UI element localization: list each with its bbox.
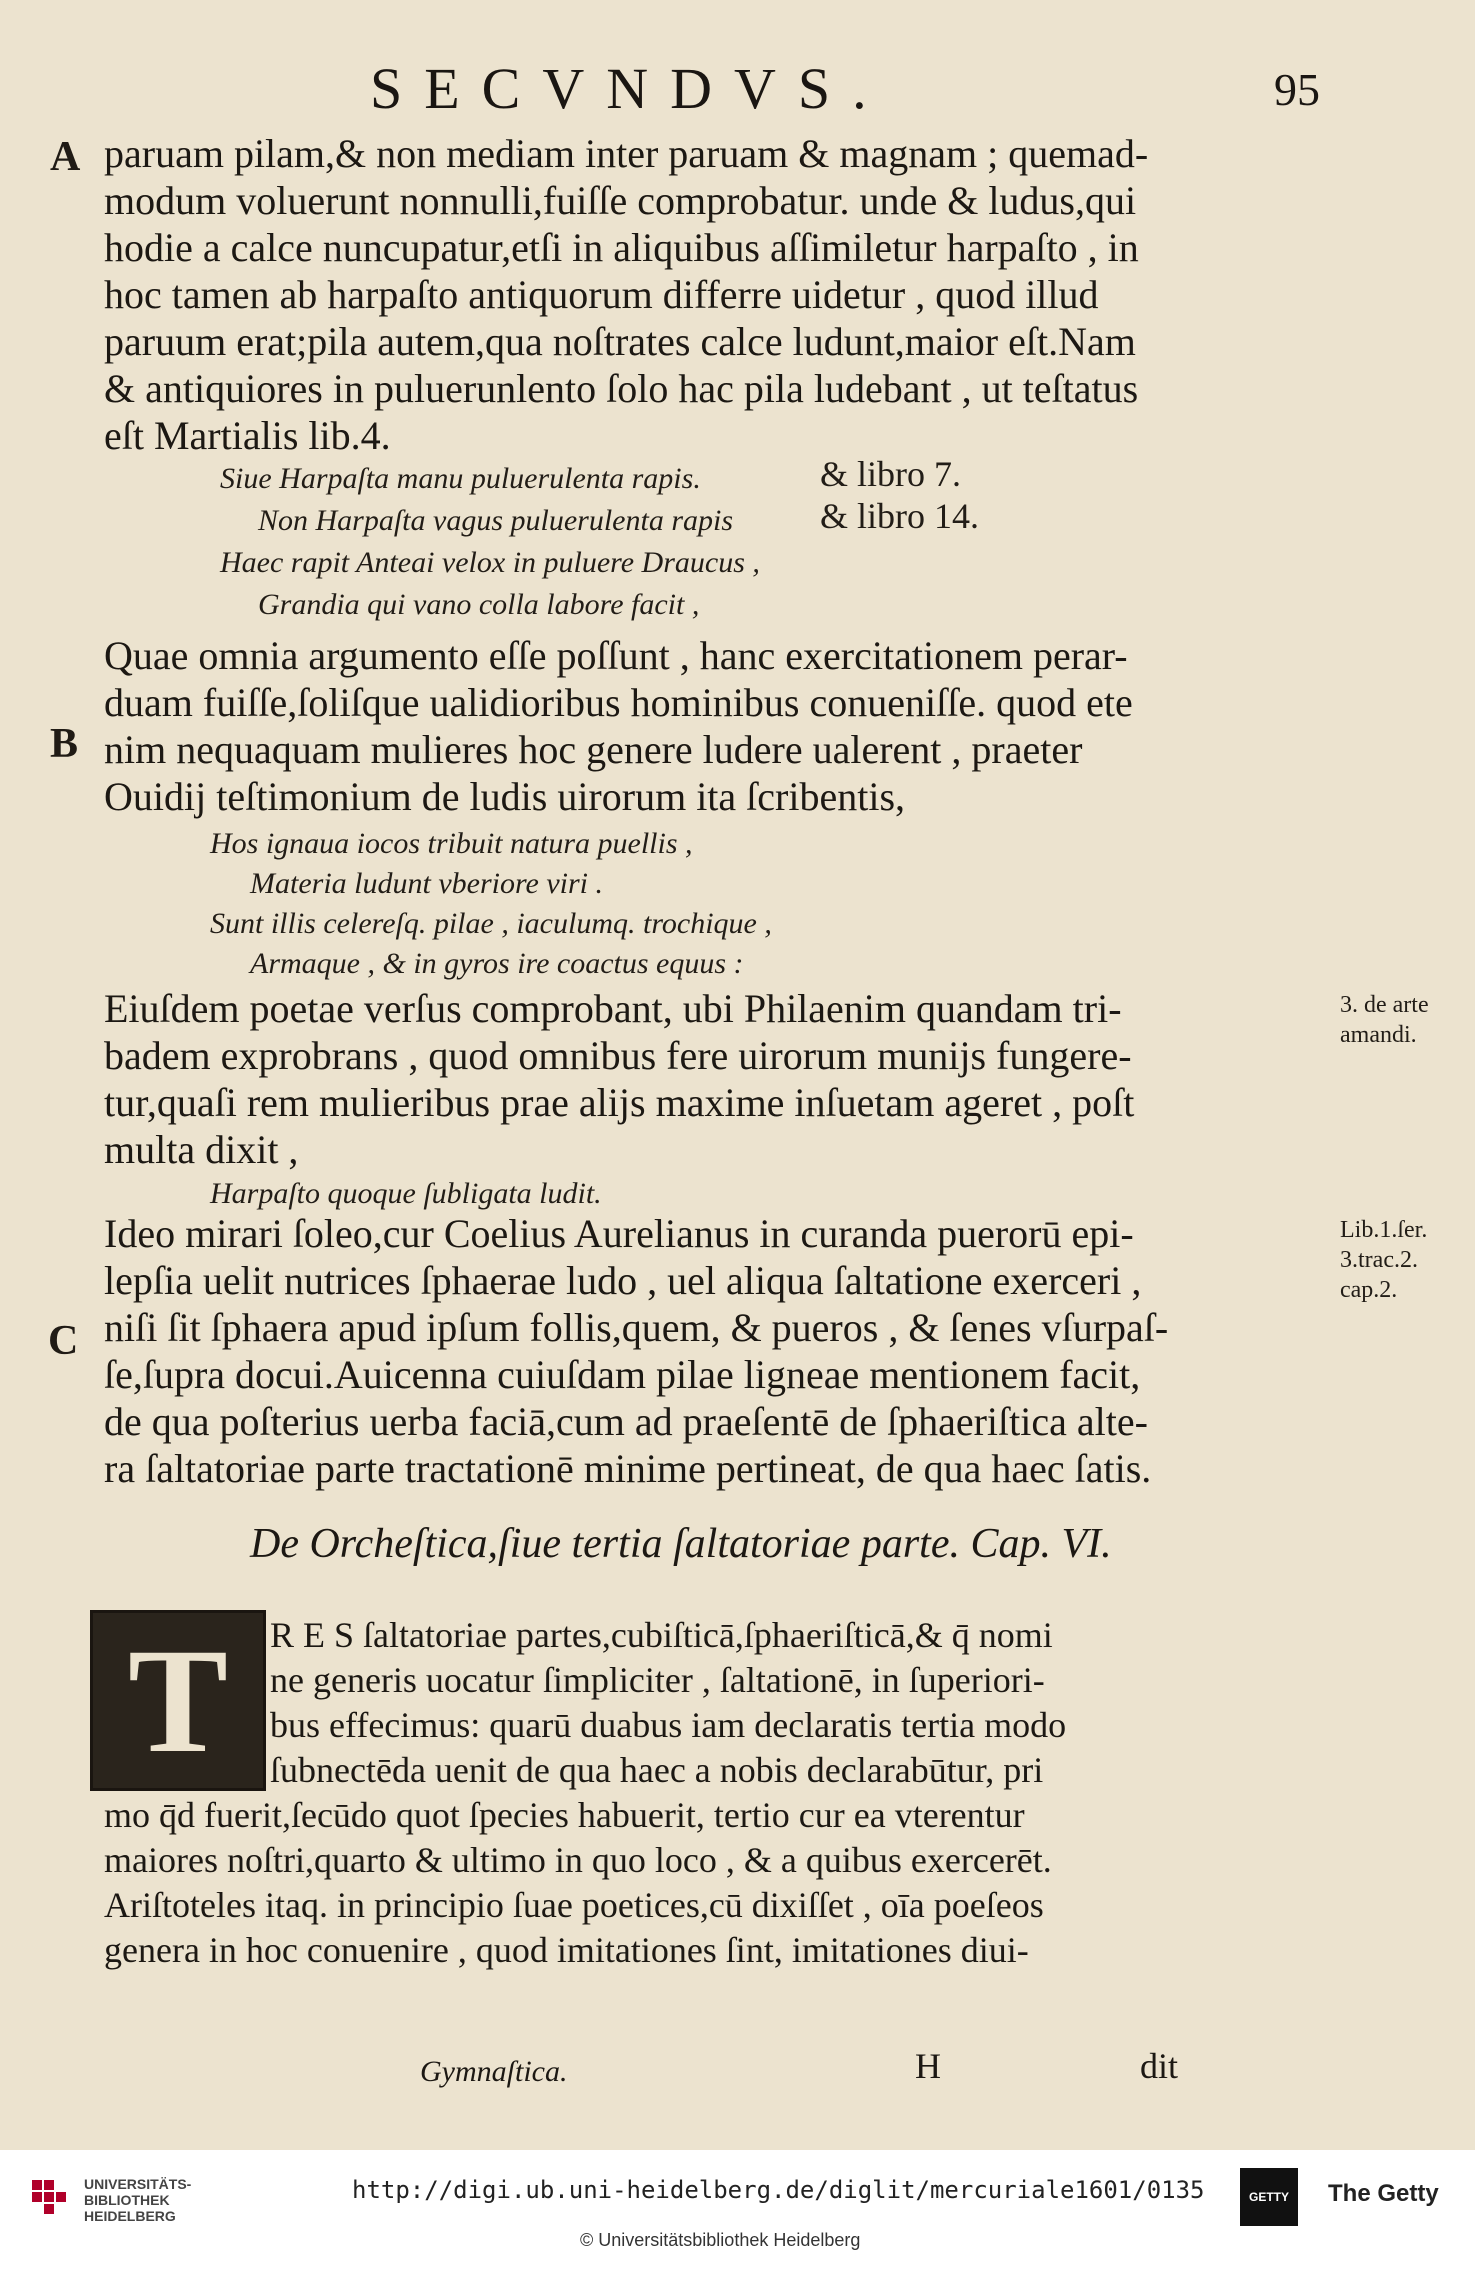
text-line: mo q̄d fuerit,ſecūdo quot ſpecies habuerit, tertio cur ea vterentur [104, 1795, 1025, 1835]
verse-2-line-2: Materia ludunt vberiore viri . [250, 867, 603, 900]
text-line: multa dixit , [104, 1127, 299, 1172]
margin-note-2: Lib.1.ſer. 3.trac.2. cap.2. [1340, 1217, 1428, 1303]
page-number: 95 [1274, 64, 1320, 115]
viewer-footer [0, 2150, 1475, 2271]
text-line: maiores noſtri,quarto & ultimo in quo loco , & a quibus exercerēt. [104, 1840, 1052, 1880]
text-line: Eiuſdem poetae verſus comprobant, ubi Philaenim quandam tri- [104, 986, 1122, 1031]
text-line: duam fuiſſe,ſoliſque ualidioribus hominibus conueniſſe. quod ete [104, 680, 1133, 725]
margin-note-1: 3. de arte amandi. [1340, 992, 1429, 1048]
chapter-heading: De Orcheſtica,ſiue tertia ſaltatoriae parte. Cap. VI. [250, 1521, 1112, 1567]
paragraph-4 [104, 1210, 1329, 1492]
verse-text: Siue Harpaſta manu puluerulenta rapis. [220, 462, 701, 495]
text-line: paruam pilam,& non mediam inter paruam & magnam ; quemad- [104, 131, 1149, 176]
verse-text: Non Harpaſta vagus puluerulenta rapis [258, 504, 734, 537]
signature-mark: H [915, 2046, 941, 2086]
section-marker-c: C [48, 1318, 79, 1364]
signature-text: Gymnaſtica. [420, 2055, 568, 2088]
text-line: eſt Martialis lib.4. [104, 413, 391, 458]
text-line: niſi ſit ſphaera apud ipſum follis,quem, & pueros , & ſenes vſurpaſ- [104, 1305, 1169, 1350]
paragraph-5-indented [270, 1613, 1330, 1793]
text-line: lepſia uelit nutrices ſphaerae ludo , uel aliqua ſaltatione exerceri , [104, 1258, 1142, 1303]
text-line: & antiquiores in puluerunlento ſolo hac pila ludebant , ut teſtatus [104, 366, 1139, 411]
permalink-url[interactable]: http://digi.ub.uni-heidelberg.de/diglit/mercuriale1601/0135 [352, 2176, 1205, 2204]
getty-logo-icon [1240, 2168, 1298, 2226]
drop-cap [90, 1610, 266, 1791]
page-content [48, 55, 1429, 2088]
text-line: ſe,ſupra docui.Auicenna cuiuſdam pilae ligneae mentionem facit, [104, 1352, 1141, 1397]
drop-cap-letter: T [127, 1617, 229, 1784]
university-name: UNIVERSITÄTS- BIBLIOTHEK HEIDELBERG [84, 2176, 192, 2224]
verse-3: Harpaſto quoque ſubligata ludit. [210, 1177, 602, 1210]
text-line: ſubnectēda uenit de qua haec a nobis declarabūtur, pri [270, 1750, 1044, 1790]
text-line: paruum erat;pila autem,qua noſtrates calce ludunt,maior eſt.Nam [104, 319, 1136, 364]
verse-1-line-2 [258, 496, 979, 539]
catchword: dit [1140, 2046, 1179, 2086]
verse-citation: & libro 14. [820, 496, 979, 536]
text-line: de qua poſterius uerba faciā,cum ad praeſentē de ſphaeriſtica alte- [104, 1399, 1148, 1444]
text-line: Ouidij teſtimonium de ludis uirorum ita ſcribentis, [104, 774, 906, 819]
verse-2-line-4: Armaque , & in gyros ire coactus equus : [250, 947, 744, 980]
verse-2-line-1: Hos ignaua iocos tribuit natura puellis , [210, 827, 693, 860]
paragraph-5 [104, 1793, 1329, 1973]
getty-name: The Getty [1328, 2180, 1439, 2207]
text-line: Ideo mirari ſoleo,cur Coelius Aurelianus in curanda puerorū epi- [104, 1211, 1134, 1256]
getty-logo-text: GETTY [1248, 2190, 1289, 2204]
university-logo-icon [30, 2178, 70, 2218]
text-line: genera in hoc conuenire , quod imitationes ſint, imitationes diui- [104, 1930, 1029, 1970]
verse-2-line-3: Sunt illis celereſq. pilae , iaculumq. trochique , [210, 907, 772, 940]
text-line: Quae omnia argumento eſſe poſſunt , hanc exercitationem perar- [104, 633, 1128, 678]
text-line: badem exprobrans , quod omnibus fere uirorum munijs fungere- [104, 1033, 1132, 1078]
paragraph-1 [104, 130, 1329, 459]
text-line: ne generis uocatur ſimpliciter , ſaltationē, in ſuperiori- [270, 1660, 1045, 1700]
verse-1-line-3: Haec rapit Anteai velox in puluere Draucus , [220, 546, 760, 579]
paragraph-2 [104, 632, 1329, 820]
section-marker-a: A [50, 134, 81, 180]
text-line: tur,quaſi rem mulieribus prae alijs maxime inſuetam ageret , poſt [104, 1080, 1135, 1125]
text-line: ra ſaltatoriae parte tractationē minime pertineat, de qua haec ſatis. [104, 1446, 1152, 1491]
verse-1-line-1 [220, 454, 961, 497]
text-line: R E S ſaltatoriae partes,cubiſticā,ſphaeriſticā,& q̄ nomi [270, 1615, 1053, 1655]
copyright-notice: © Universitätsbibliothek Heidelberg [580, 2230, 861, 2250]
text-line: Ariſtoteles itaq. in principio ſuae poetices,cū dixiſſet , oīa poeſeos [104, 1885, 1044, 1925]
text-line: hoc tamen ab harpaſto antiquorum differre uidetur , quod illud [104, 272, 1099, 317]
text-line: bus effecimus: quarū duabus iam declaratis tertia modo [270, 1705, 1067, 1745]
section-marker-b: B [50, 721, 79, 767]
page-header [90, 55, 1390, 135]
verse-1-line-4: Grandia qui vano colla labore facit , [258, 588, 700, 621]
text-line: hodie a calce nuncupatur,etſi in aliquibus aſſimiletur harpaſto , in [104, 225, 1139, 270]
text-line: modum voluerunt nonnulli,fuiſſe comprobatur. unde & ludus,qui [104, 178, 1137, 223]
running-title: SECVNDVS. [370, 56, 889, 121]
verse-citation: & libro 7. [820, 454, 961, 494]
paragraph-3 [104, 985, 1329, 1173]
text-line: nim nequaquam mulieres hoc genere ludere ualerent , praeter [104, 727, 1083, 772]
